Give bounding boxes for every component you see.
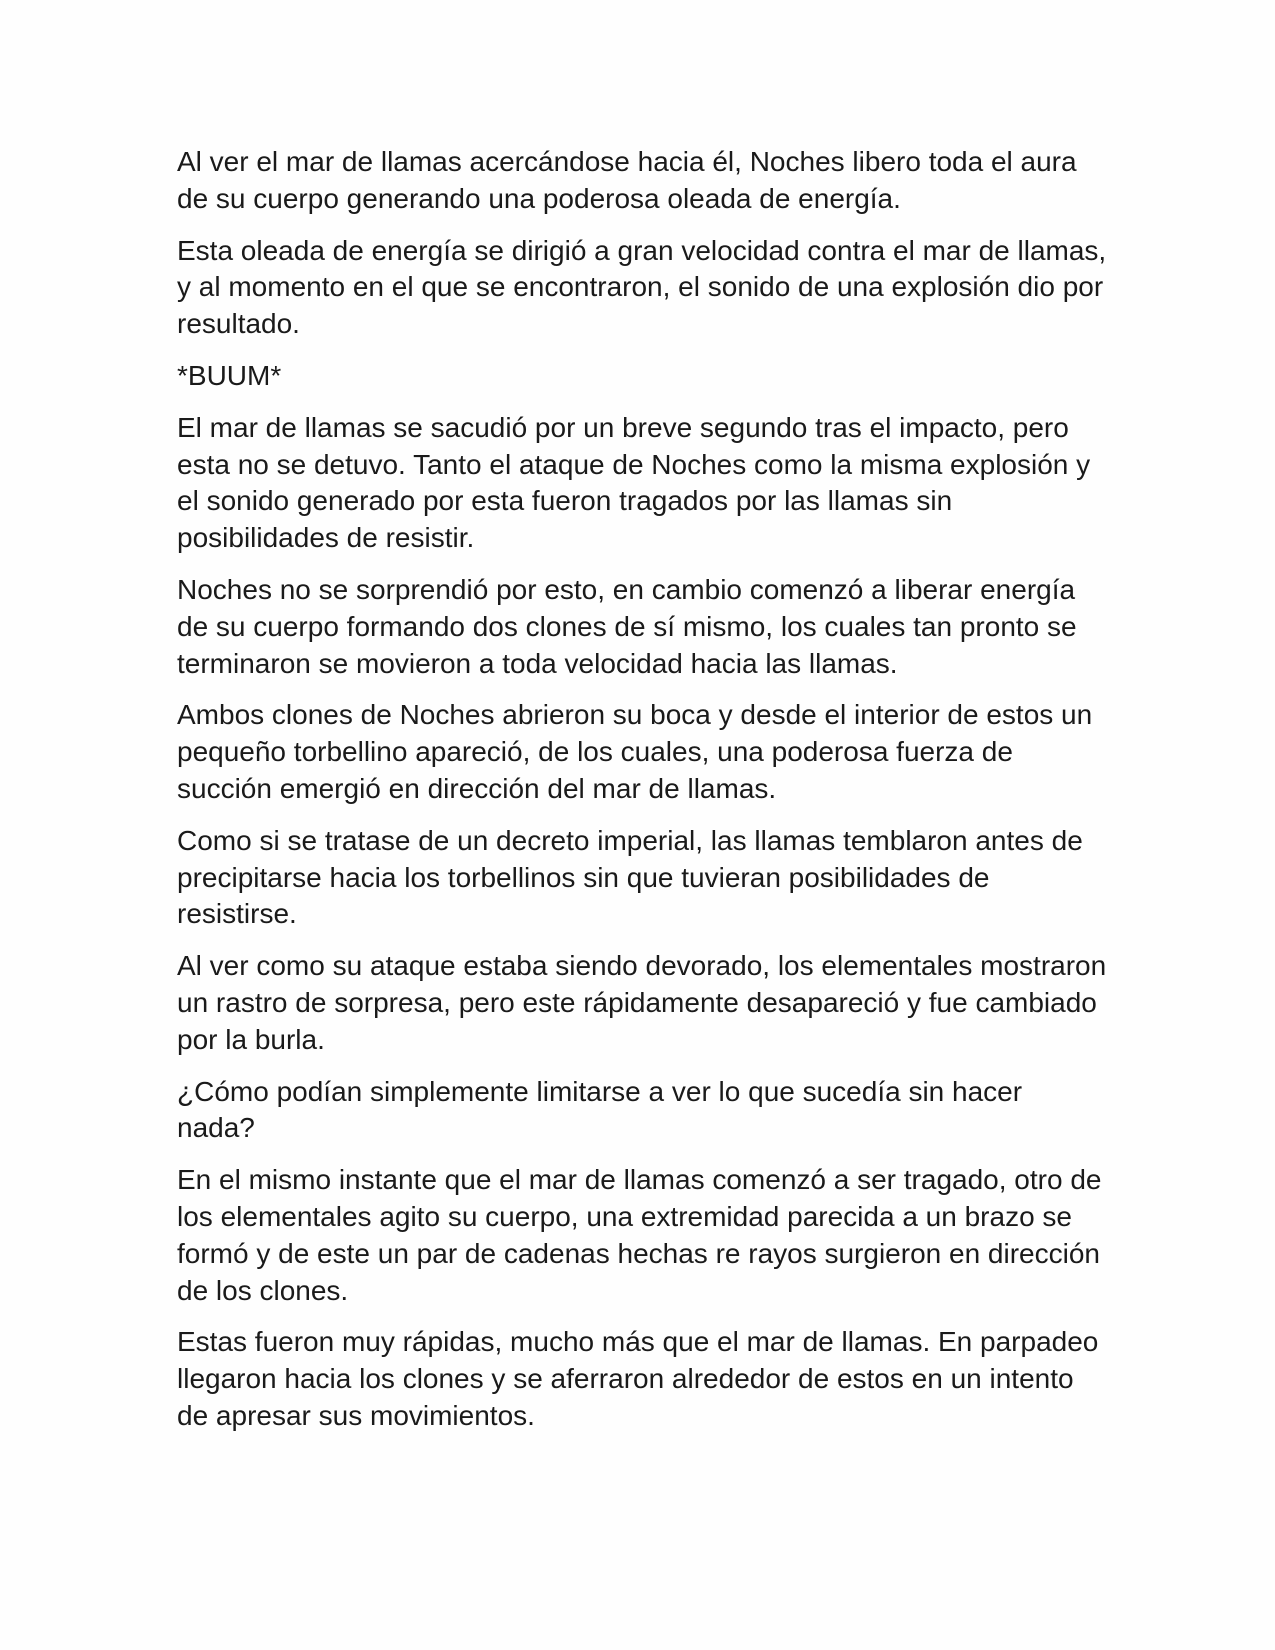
- paragraph: Al ver como su ataque estaba siendo devorado, los elementales mostraron un rastro de sorpresa, pero este rápidamente desapareció y fue cambiado por la burla.: [177, 950, 1107, 1055]
- paragraph: Esta oleada de energía se dirigió a gran velocidad contra el mar de llamas, y al momento en el que se encontraron, el sonido de una explosión dio por resultado.: [177, 234, 1107, 340]
- paragraph: En el mismo instante que el mar de llamas comenzó a ser tragado, otro de los elementales agito su cuerpo, una extremidad parecida a un brazo se formó y de este un par de cadenas hechas re rayos surgieron en dirección de los clones.: [177, 1164, 1102, 1306]
- paragraph: El mar de llamas se sacudió por un breve segundo tras el impacto, pero esta no se detuvo. Tanto el ataque de Noches como la misma explosión y el sonido generado por esta fueron tragados por las llamas sin posibilidades de resistir.: [177, 411, 1091, 554]
- paragraph: Como si se tratase de un decreto imperial, las llamas temblaron antes de precipitarse hacia los torbellinos sin que tuvieran posibilidades de resistirse.: [177, 824, 1083, 930]
- document-body: [177, 144, 1107, 1450]
- paragraph: Noches no se sorprendió por esto, en cambio comenzó a liberar energía de su cuerpo formando dos clones de sí mismo, los cuales tan pronto se terminaron se movieron a toda velocidad hacia las llamas.: [177, 573, 1077, 679]
- paragraph: Estas fueron muy rápidas, mucho más que el mar de llamas. En parpadeo llegaron hacia los clones y se aferraron alrededor de estos en un intento de apresar sus movimientos.: [177, 1326, 1099, 1431]
- paragraph: *BUUM*: [177, 359, 282, 391]
- paragraph: ¿Cómo podían simplemente limitarse a ver lo que sucedía sin hacer nada?: [177, 1075, 1023, 1144]
- paragraph: Ambos clones de Noches abrieron su boca y desde el interior de estos un pequeño torbellino apareció, de los cuales, una poderosa fuerza de succión emergió en dirección del mar de llamas.: [177, 699, 1093, 804]
- paragraph: Al ver el mar de llamas acercándose hacia él, Noches libero toda el aura de su cuerpo generando una poderosa oleada de energía.: [177, 146, 1077, 214]
